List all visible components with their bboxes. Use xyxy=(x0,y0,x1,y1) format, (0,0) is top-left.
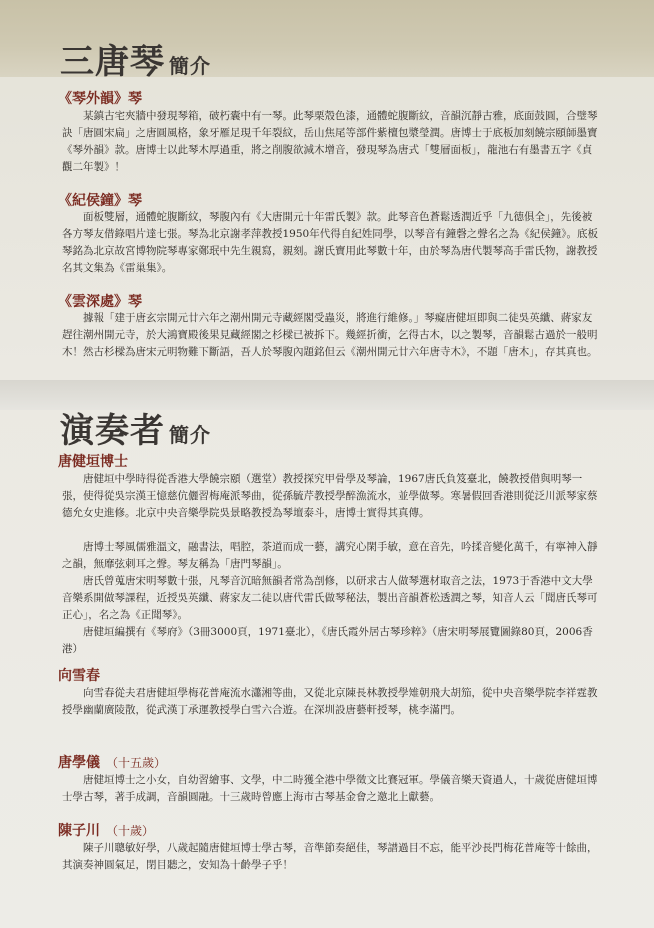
performer-name-tang-kinwoon: 唐健垣博士 xyxy=(58,454,128,470)
performer-section-title-main: 演奏者 xyxy=(60,411,165,451)
performer-section-title xyxy=(60,403,211,452)
performer-name-xiang: 向雪春 xyxy=(58,668,100,684)
qin-heading-3: 《雲深處》琴 xyxy=(58,294,142,310)
performer-bio-tang-2: 唐博士琴風儒雅溫文，融書法，唱腔，茶道而成一藝，講究心閑手敏，意在音先，吟揉音變化萬千，有寧神入靜之韻，無靡弦刺耳之聲。琴友稱為「唐門琴韻」。 xyxy=(62,541,598,570)
performer-name-tang-xueyi-text: 唐學儀 xyxy=(58,755,100,771)
qin-section-title-main: 三唐琴 xyxy=(60,42,165,82)
qin-text-3: 據報「建于唐玄宗開元廿六年之潮州開元寺藏經閣受蟲災，將進行維修。」琴癡唐健垣即與二徒吳英纖、蔣家友趕往潮州開元寺，於大鴻寶殿後果見藏經閣之杉樑已被拆下。幾經折衝，乞得古木，以之製琴，音韻鬆古過於一般明木！然古杉樑為唐宋元明物難下斷語，吾人於琴腹內題銘但云《潮州開元廿六年唐寺木》，不題「唐木」，存其真也。 xyxy=(62,312,598,358)
qin-section-title xyxy=(60,34,211,83)
performer-bio-tang-4: 唐健垣編撰有《琴府》（3冊3000頁，1971臺北），《唐氏霞外居古琴珍粹》（唐宋明琴展覽圖錄80頁，2006香港） xyxy=(62,626,593,655)
performer-age-tang-xueyi: （十五歲） xyxy=(106,756,167,770)
qin-heading-2: 《紀侯鐘》琴 xyxy=(58,193,142,209)
performer-name-chen-text: 陳子川 xyxy=(58,823,100,839)
qin-text-1: 某鎮古宅夾牆中發現琴箱，破朽囊中有一琴。此琴栗殼色漆，通體蛇腹斷紋，音韻沉靜古雅，底面鼓圓，合璧琴訣「唐圓宋扁」之唐圓風格，象牙雁足現千年裂紋，岳山焦尾等部件紫檀包漿瑩潤。唐博士于底板加刻饒宗頤師墨寶《琴外韻》款。唐博士以此琴木厚過重，將之削腹欲減木增音，發現琴為唐式「雙層面板」，龍池右有墨書五字《貞觀二年製》！ xyxy=(62,110,598,173)
performer-bio-tang-3: 唐氏曾蒐唐宋明琴數十張，凡琴音沉暗無韻者常為剖修，以研求古人做琴選材取音之法，1973于香港中文大學音樂系開做琴課程，近授吳英纖、蔣家友二徒以唐代雷氏做琴秘法，製出音韻蒼松透潤之琴，知音人云「聞唐氏琴可正心」，名之為《正聞琴》。 xyxy=(62,575,598,621)
qin-heading-1: 《琴外韻》琴 xyxy=(58,91,142,107)
performer-bio-tang-xueyi: 唐健垣博士之小女，自幼習繪事、文學，中二時獲全港中學徵文比賽冠軍。學儀音樂天資過人，十歲從唐健垣博士學古琴，著手成調，音韻圓融。十三歲時曾應上海市古琴基金會之邀北上獻藝。 xyxy=(62,774,598,803)
qin-section-title-suffix: 簡介 xyxy=(169,54,211,78)
performer-age-chen: （十歲） xyxy=(106,824,155,838)
performer-bio-chen: 陳子川聰敏好學，八歲起隨唐健垣博士學古琴，音準節奏絕佳，琴譜過目不忘，能平沙長門梅花普庵等十餘曲，其演奏神圓氣足，閉目聽之，安知為十齡學子乎！ xyxy=(62,842,598,871)
qin-text-2: 面板雙層，通體蛇腹斷紋，琴腹內有《大唐開元十年雷氏製》款。此琴音色蒼鬆透潤近乎「九德俱全」，先後被各方琴友借錄唱片達七張。琴為北京謝孝萍教授1950年代得自紀姓同學，以琴音有鐘磬之聲名之為《紀侯鐘》。底板琴銘為北京故宮博物院琴專家鄭珉中先生親寫，親刻。謝氏寶用此琴數十年，由於琴為唐代製琴高手雷氏物，謝教授名其文集為《雷巢集》。 xyxy=(62,211,598,274)
performer-name-tang-xueyi xyxy=(58,752,166,772)
performer-bio-tang-1: 唐健垣中學時得從香港大學饒宗頤（選堂）教授探究甲骨學及琴論，1967唐氏負笈臺北，饒教授借與明琴一張，使得從吳宗漢王憶慈伉儷習梅庵派琴曲，從孫毓芹教授學醉漁流水，並學做琴。寒暑假回香港則從泛川派琴家蔡德允女史進修。北京中央音樂學院吳景略教授為琴壇泰斗，唐博士實得其真傳。 xyxy=(62,473,598,519)
performer-section-title-suffix: 簡介 xyxy=(169,423,211,447)
performer-bio-xiang: 向雪春從夫君唐健垣學梅花普庵流水瀟湘等曲，又從北京陳長林教授學雉朝飛大胡笳，從中央音樂學院李祥霆教授學幽蘭廣陵散，從武漢丁承運教授學白雪六合遊。在深圳設唐藝軒授琴，桃李滿門。 xyxy=(62,687,598,716)
performer-name-chen xyxy=(58,820,154,840)
